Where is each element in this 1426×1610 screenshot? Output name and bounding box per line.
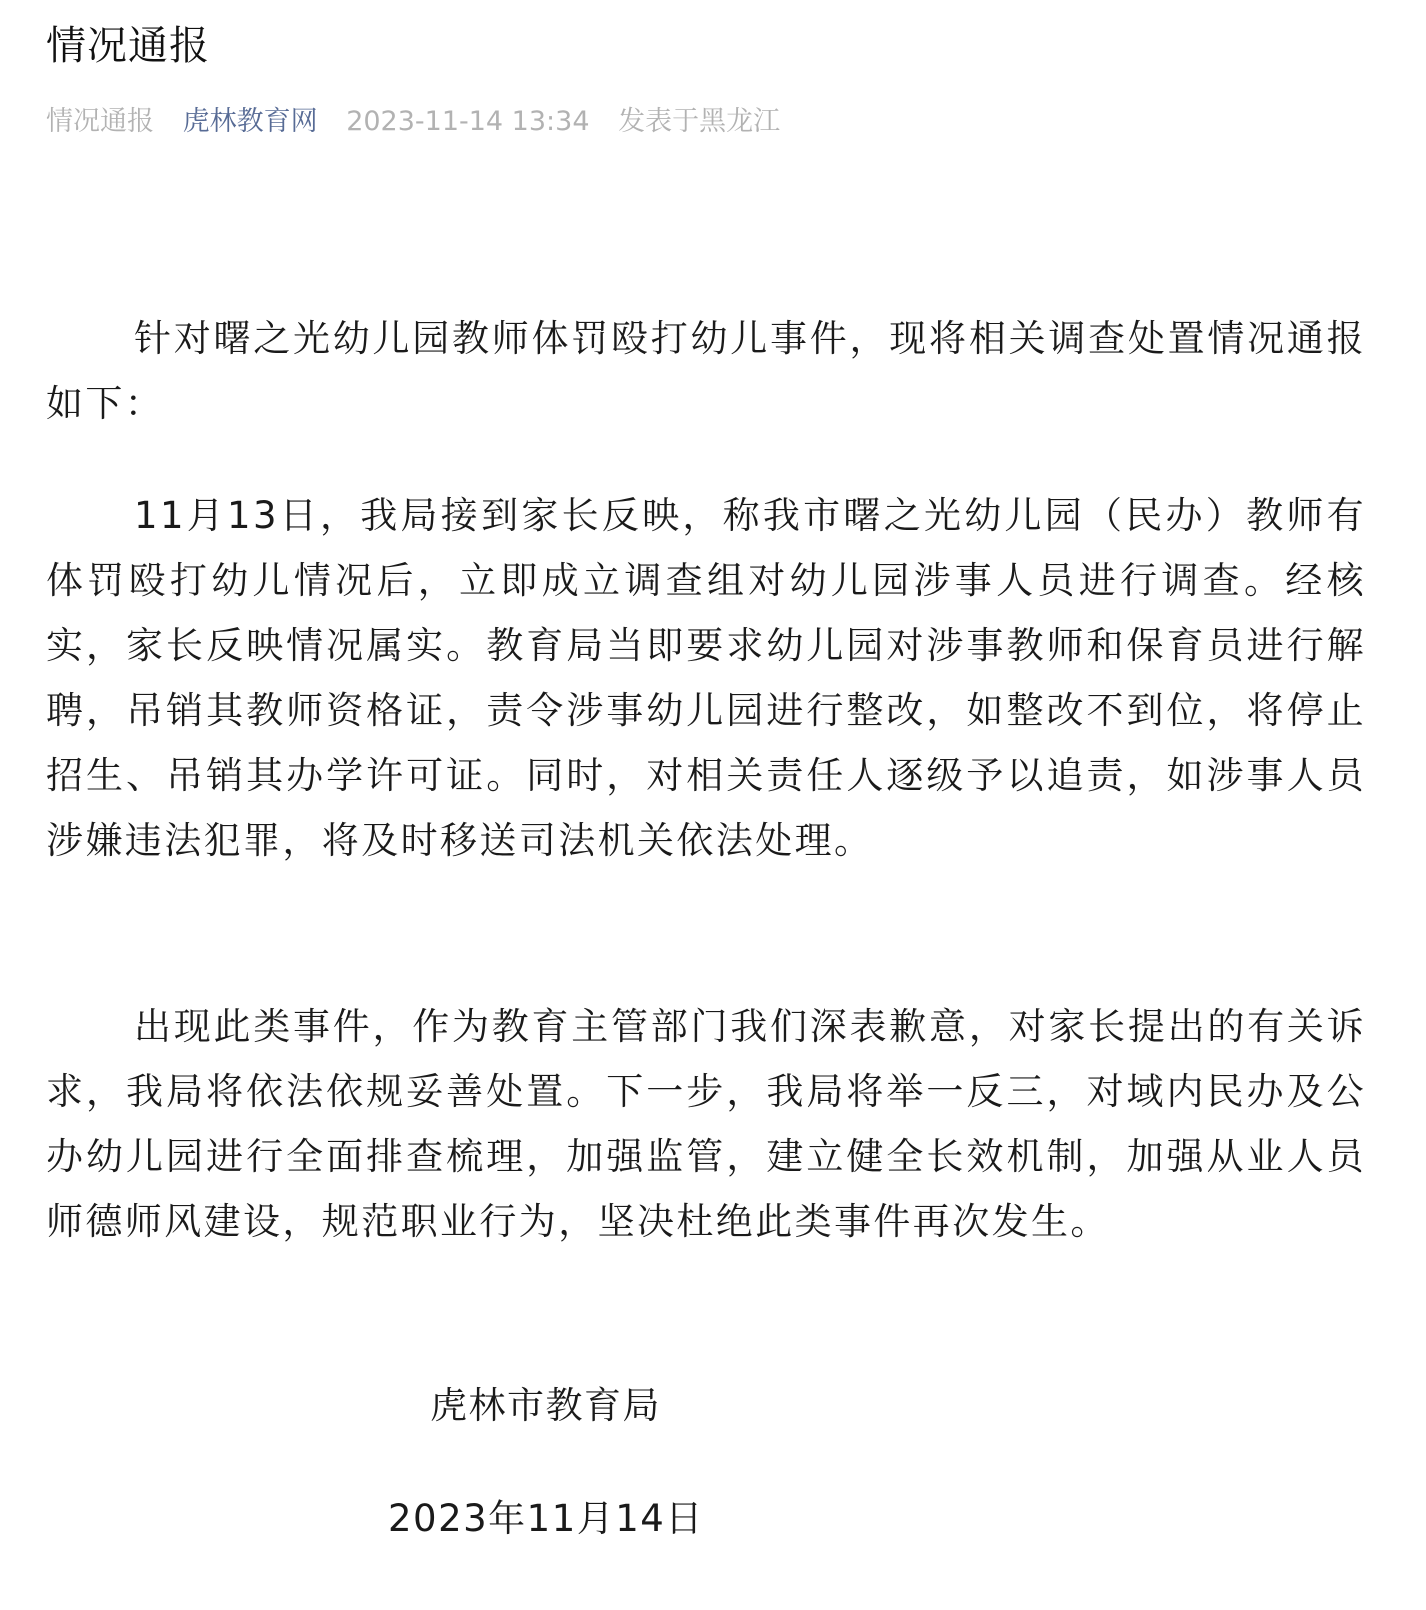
signature-date: 2023年11月14日	[388, 1497, 704, 1540]
publish-datetime: 2023-11-14 13:34	[346, 106, 590, 137]
paragraph-apology: 出现此类事件，作为教育主管部门我们深表歉意，对家长提出的有关诉求，我局将依法依规妥善处置。下一步，我局将举一反三，对域内民办及公办幼儿园进行全面排查梳理，加强监管，建立健全长效机制，加强从业人员师德师风建设，规范职业行为，坚决杜绝此类事件再次发生。	[46, 1005, 1366, 1243]
signature-organization: 虎林市教育局	[430, 1384, 661, 1427]
meta-tag: 情况通报	[46, 106, 154, 137]
account-name-link[interactable]: 虎林教育网	[182, 106, 318, 137]
paragraph-intro: 针对曙之光幼儿园教师体罚殴打幼儿事件，现将相关调查处置情况通报如下：	[46, 317, 1366, 425]
article-title: 情况通报	[46, 23, 210, 69]
paragraph-investigation: 11月13日，我局接到家长反映，称我市曙之光幼儿园（民办）教师有体罚殴打幼儿情况后，立即成立调查组对幼儿园涉事人员进行调查。经核实，家长反映情况属实。教育局当即要求幼儿园对涉事教师和保育员进行解聘，吊销其教师资格证，责令涉事幼儿园进行整改，如整改不到位，将停止招生、吊销其办学许可证。同时，对相关责任人逐级予以追责，如涉事人员涉嫌违法犯罪，将及时移送司法机关依法处理。	[46, 494, 1366, 862]
article-meta	[46, 102, 800, 142]
publish-location: 发表于黑龙江	[618, 106, 781, 137]
